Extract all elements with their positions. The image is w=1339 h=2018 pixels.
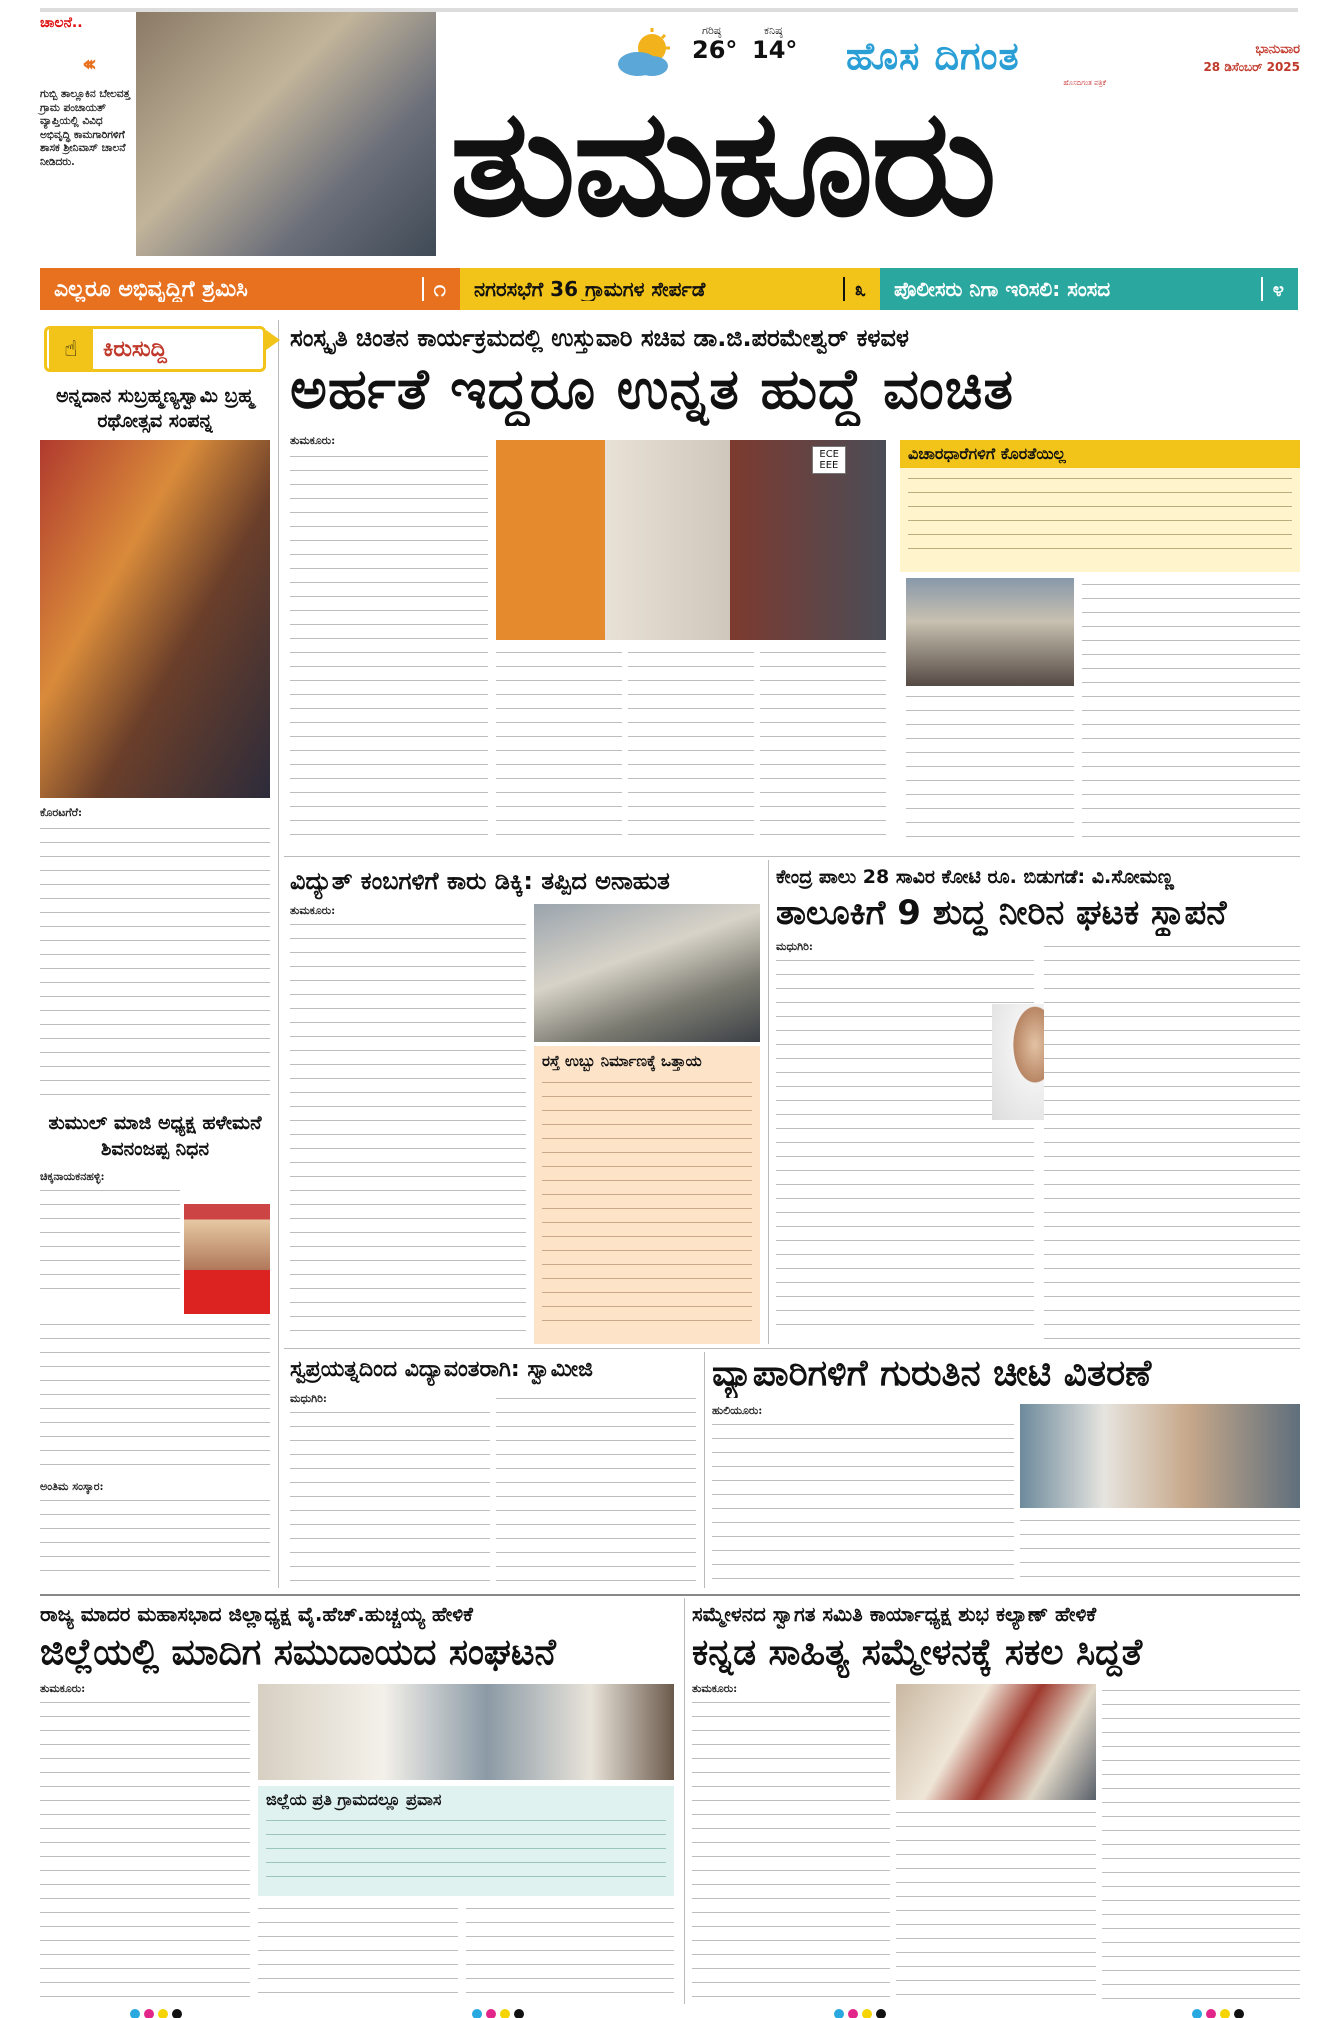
issue-date — [1176, 42, 1300, 75]
kiru-body-2: ಚಿಕ್ಕನಾಯಕನಹಳ್ಳಿ: — [40, 1170, 180, 1300]
madiga-col-1: ತುಮಕೂರು: — [40, 1682, 250, 2002]
swami-col-1: ಮಧುಗಿರಿ: — [290, 1392, 490, 1588]
lead-col-1: ತುಮಕೂರು: — [290, 434, 488, 844]
kirusuddi-logo: ☝ ಕಿರುಸುದ್ದಿ — [44, 326, 266, 372]
teaser-caption: ಗುಬ್ಬಿ ತಾಲ್ಲೂಕಿನ ಬೇಲವತ್ತ ಗ್ರಾಮ ಪಂಚಾಯತ್ ವ್ಯಾಪ್ತಿಯಲ್ಲಿ ವಿವಿಧ ಅಭಿವೃದ್ಧಿ ಕಾಮಗಾರಿಗಳಿಗೆ ಶಾಸಕ ಶ್ರೀನಿವಾಸ್ ಚಾಲನೆ ನೀಡಿದರು. — [40, 88, 130, 168]
sahitya-col-2 — [692, 1836, 890, 2002]
kiru-headline-2: ತುಮುಲ್ ಮಾಜಿ ಅಧ್ಯಕ್ಷ ಹಳೇಮನೆ ಶಿವನಂಜಪ್ಪ ನಿಧನ — [48, 1112, 262, 1160]
traders-headline: ವ್ಯಾಪಾರಿಗಳಿಗೆ ಗುರುತಿನ ಚೀಟಿ ವಿತರಣೆ — [712, 1353, 1152, 1394]
partly-cloudy-icon — [614, 28, 674, 84]
swami-headline: ಸ್ವಪ್ರಯತ್ನದಿಂದ ವಿದ್ಯಾವಂತರಾಗಿ: ಸ್ವಾಮೀಜಿ — [290, 1357, 593, 1382]
lead-audience-photo[interactable] — [906, 578, 1074, 686]
paper-tagline: ಹೊಸದಿಗಂತ ಪತ್ರಿಕೆ — [1063, 79, 1106, 87]
sahitya-col-4 — [1102, 1684, 1300, 2002]
kiru-body-3: ಅಂತಿಮ ಸಂಸ್ಕಾರ: — [40, 1480, 270, 1580]
teaser-photo[interactable] — [136, 12, 436, 256]
sahitya-col-3 — [896, 1806, 1096, 2002]
index-item-2[interactable]: ನಗರಸಭೆಗೆ 36 ಗ್ರಾಮಗಳ ಸೇರ್ಪಡೆ ೩ — [460, 268, 880, 310]
traders-col-2 — [1020, 1514, 1300, 1588]
max-temp: 26° — [692, 36, 738, 64]
water-kicker: ಕೇಂದ್ರ ಪಾಲು 28 ಸಾವಿರ ಕೋಟಿ ರೂ. ಬಿಡುಗಡೆ: ವಿ.ಸೋಮಣ್ಣ — [776, 866, 1174, 888]
issue-day: ಭಾನುವಾರ — [1255, 42, 1300, 57]
sahitya-headline: ಕನ್ನಡ ಸಾಹಿತ್ಯ ಸಮ್ಮೇಳನಕ್ಕೆ ಸಕಲ ಸಿದ್ದತೆ — [692, 1632, 1143, 1673]
registration-marks-2 — [472, 2004, 528, 2018]
lead-box-title: ವಿಚಾರಧಾರೆಗಳಿಗೆ ಕೊರತೆಯಿಲ್ಲ — [900, 440, 1300, 468]
madiga-sidebar-box — [258, 1786, 674, 1896]
city-title: ತುಮಕೂರು — [450, 78, 995, 249]
water-col-1: ಮಧುಗಿರಿ: — [776, 940, 1034, 1340]
min-temp-label: ಕನಿಷ್ಠ — [764, 24, 783, 37]
madiga-col-3 — [466, 1902, 674, 2002]
lead-col-6 — [1082, 578, 1300, 846]
accident-box-title: ರಸ್ತೆ ಉಬ್ಬು ನಿರ್ಮಾಣಕ್ಕೆ ಒತ್ತಾಯ — [542, 1052, 702, 1070]
water-col-2 — [1044, 940, 1300, 1340]
registration-marks-4 — [1192, 2004, 1248, 2018]
chariot-photo[interactable] — [40, 440, 270, 798]
teaser-arrows: ‹‹‹ — [82, 52, 92, 77]
registration-marks-3 — [834, 2004, 890, 2018]
kiru-body-2-cont — [40, 1318, 270, 1478]
sahitya-photo[interactable] — [896, 1684, 1096, 1800]
sahitya-kicker: ಸಮ್ಮೇಳನದ ಸ್ವಾಗತ ಸಮಿತಿ ಕಾರ್ಯಾಧ್ಯಕ್ಷ ಶುಭ ಕಲ್ಯಾಣ್ ಹೇಳಿಕೆ — [692, 1602, 1097, 1626]
accident-photo[interactable] — [534, 904, 760, 1042]
paper-name: ಹೊಸ ದಿಗಂತ — [846, 34, 1020, 78]
obituary-portrait[interactable] — [184, 1204, 270, 1314]
kiru-body-1: ಕೊರಟಗೆರೆ: — [40, 806, 270, 1106]
index-bar — [40, 268, 1298, 310]
madiga-box-title: ಜಿಲ್ಲೆಯ ಪ್ರತಿ ಗ್ರಾಮದಲ್ಲೂ ಪ್ರವಾಸ — [266, 1790, 442, 1809]
lead-sidebar-box — [900, 440, 1300, 572]
registration-marks-1 — [130, 2004, 186, 2018]
madiga-photo[interactable] — [258, 1684, 674, 1780]
traders-col-1: ಹುಲಿಯೂರು: — [712, 1404, 1014, 1588]
lead-col-4 — [760, 646, 886, 846]
traders-photo[interactable] — [1020, 1404, 1300, 1508]
issue-date-text: 28 ಡಿಸೆಂಬರ್ 2025 — [1203, 60, 1300, 74]
accident-col-1: ತುಮಕೂರು: — [290, 904, 526, 1344]
lead-headline: ಅರ್ಹತೆ ಇದ್ದರೂ ಉನ್ನತ ಹುದ್ದೆ ವಂಚಿತ — [290, 357, 1015, 422]
madiga-headline: ಜಿಲ್ಲೆಯಲ್ಲಿ ಮಾದಿಗ ಸಮುದಾಯದ ಸಂಘಟನೆ — [40, 1632, 556, 1673]
teaser-tag: ಚಾಲನೆ.. — [40, 12, 130, 30]
accident-headline: ವಿದ್ಯುತ್ ಕಂಬಗಳಿಗೆ ಕಾರು ಡಿಕ್ಕಿ: ತಪ್ಪಿದ ಅನಾಹುತ — [290, 867, 670, 895]
lead-photo[interactable] — [496, 440, 886, 640]
lead-col-3 — [628, 646, 754, 846]
index-item-3[interactable]: ಪೊಲೀಸರು ನಿಗಾ ಇರಿಸಲಿ: ಸಂಸದ ೪ — [880, 268, 1298, 310]
min-temp: 14° — [752, 36, 798, 64]
lead-col-5 — [906, 690, 1074, 846]
sahitya-col-1: ತುಮಕೂರು: — [692, 1682, 890, 1832]
max-temp-label: ಗರಿಷ್ಠ — [702, 24, 722, 37]
hand-icon: ☝ — [49, 329, 93, 369]
swami-col-2 — [496, 1392, 696, 1588]
water-headline: ತಾಲೂಕಿಗೆ 9 ಶುದ್ಧ ನೀರಿನ ಘಟಕ ಸ್ಥಾಪನೆ — [776, 893, 1227, 933]
lead-kicker: ಸಂಸ್ಕೃತಿ ಚಿಂತನ ಕಾರ್ಯಕ್ರಮದಲ್ಲಿ ಉಸ್ತುವಾರಿ ಸಚಿವ ಡಾ.ಜಿ.ಪರಮೇಶ್ವರ್ ಕಳವಳ — [290, 324, 909, 352]
banner-eee: EEE — [819, 460, 839, 471]
index-item-1[interactable]: ಎಲ್ಲರೂ ಅಭಿವೃದ್ಧಿಗೆ ಶ್ರಮಿಸಿ ೧ — [40, 268, 460, 310]
accident-sidebar-box — [534, 1046, 760, 1344]
lead-arrow-icon — [266, 330, 280, 350]
lead-col-2 — [496, 646, 622, 846]
kiru-headline-1: ಅನ್ನದಾನ ಸುಬ್ರಹ್ಮಣ್ಯಸ್ವಾಮಿ ಬ್ರಹ್ಮ ರಥೋತ್ಸವ ಸಂಪನ್ನ — [56, 385, 254, 432]
banner-ece: ECE — [819, 449, 839, 460]
madiga-col-2 — [258, 1902, 458, 2002]
madiga-kicker: ರಾಜ್ಯ ಮಾದರ ಮಹಾಸಭಾದ ಜಿಲ್ಲಾಧ್ಯಕ್ಷ ವೈ.ಹೆಚ್.ಹುಚ್ಚಯ್ಯ ಹೇಳಿಕೆ — [40, 1602, 473, 1626]
